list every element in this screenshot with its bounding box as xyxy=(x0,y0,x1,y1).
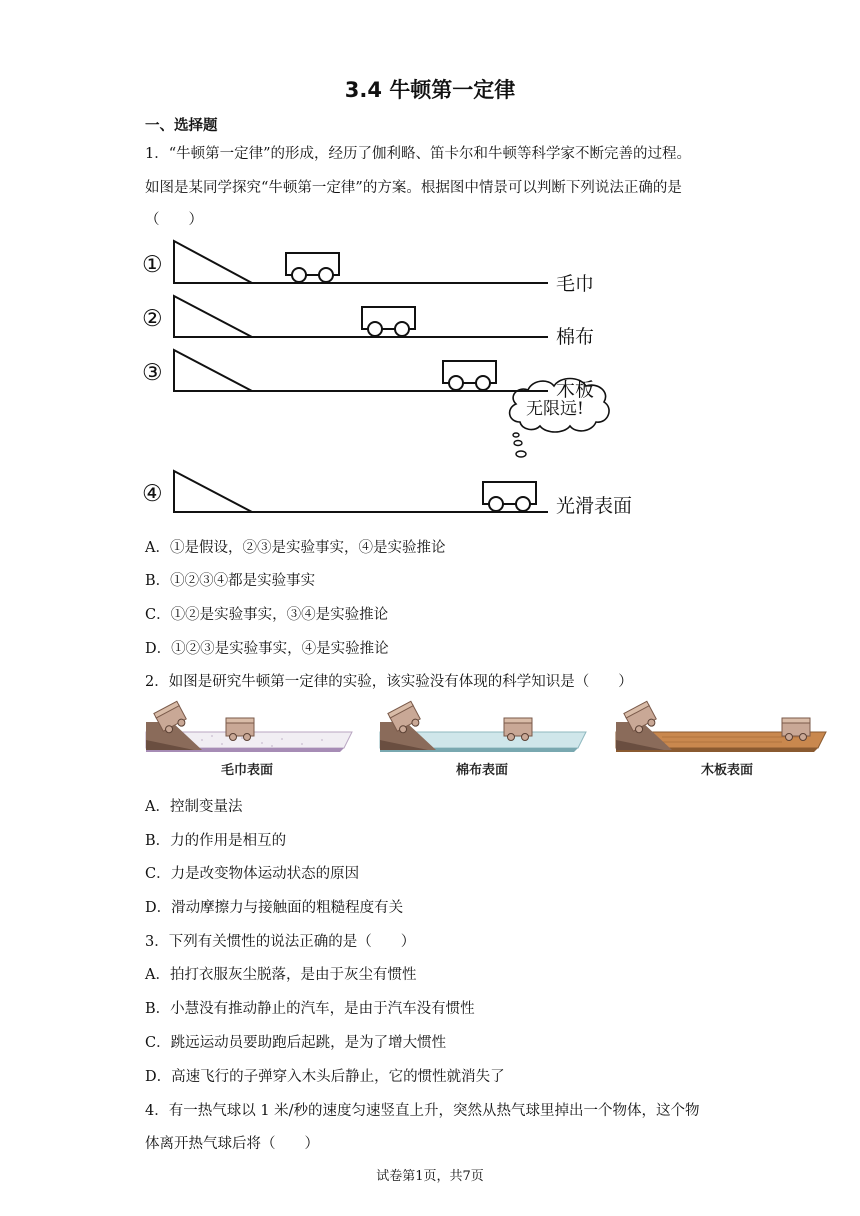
caption-wood: 木板表面 xyxy=(700,763,754,778)
panel-wood xyxy=(616,701,826,752)
cart-2-wheel xyxy=(395,322,409,336)
q2-stem: 2．如图是研究牛顿第一定律的实验，该实验没有体现的科学知识是（ ） xyxy=(145,674,633,690)
cart-3-wheel xyxy=(476,376,490,390)
thought-dot xyxy=(516,451,526,457)
q1-stem-line-1: 1．“牛顿第一定律”的形成，经历了伽利略、笛卡尔和牛顿等科学家不断完善的过程。 xyxy=(145,146,692,162)
q1-option-d: D．①②③是实验事实，④是实验推论 xyxy=(145,641,389,657)
surface-label-2: 棉布 xyxy=(556,326,595,348)
q3-option-d: D．高速飞行的子弹穿入木头后静止，它的惯性就消失了 xyxy=(145,1069,505,1085)
cart-4-wheel xyxy=(489,497,503,511)
ramp-2 xyxy=(174,296,252,337)
q3-option-a: A．拍打衣服灰尘脱落，是由于灰尘有惯性 xyxy=(145,967,417,983)
q1-figure-ramps xyxy=(140,236,660,526)
marker-2: ② xyxy=(142,306,163,332)
q4-stem-line-1: 4．有一热气球以 1 米/秒的速度匀速竖直上升，突然从热气球里掉出一个物体，这个物 xyxy=(145,1103,700,1119)
marker-1: ① xyxy=(142,252,163,278)
q2-option-d: D．滑动摩擦力与接触面的粗糙程度有关 xyxy=(145,900,404,916)
q3-stem: 3．下列有关惯性的说法正确的是（ ） xyxy=(145,934,416,950)
panel-towel xyxy=(146,701,352,752)
q1-stem-line-2: 如图是某同学探究“牛顿第一定律”的方案。根据图中情景可以判断下列说法正确的是 xyxy=(145,180,682,196)
q3-option-b: B．小慧没有推动静止的汽车，是由于汽车没有惯性 xyxy=(145,1001,475,1017)
marker-3: ③ xyxy=(142,360,163,386)
surface-label-4: 光滑表面 xyxy=(556,495,633,517)
surface-label-1: 毛巾 xyxy=(556,273,595,295)
q4-stem-line-2: 体离开热气球后将（ ） xyxy=(145,1136,319,1152)
q2-option-a: A．控制变量法 xyxy=(145,799,243,815)
section-heading: 一、选择题 xyxy=(145,118,218,134)
q1-stem-line-3: （ ） xyxy=(145,212,203,228)
q2-option-b: B．力的作用是相互的 xyxy=(145,833,287,849)
ramp-4 xyxy=(174,471,252,512)
cart-3-wheel xyxy=(449,376,463,390)
ramp-3 xyxy=(174,350,252,391)
ramp-1 xyxy=(174,241,252,283)
caption-towel: 毛巾表面 xyxy=(220,763,274,778)
q2-figure-surfaces xyxy=(142,700,832,782)
marker-4: ④ xyxy=(142,481,163,507)
thought-dot xyxy=(514,441,522,446)
thought-dot xyxy=(513,433,519,437)
surface-label-3: 木板 xyxy=(556,379,595,401)
q2-option-c: C．力是改变物体运动状态的原因 xyxy=(145,866,360,882)
cart-2-wheel xyxy=(368,322,382,336)
cart-1-wheel xyxy=(292,268,306,282)
q1-option-a: A．①是假设，②③是实验事实，④是实验推论 xyxy=(145,540,446,556)
cart-4-wheel xyxy=(516,497,530,511)
page-footer: 试卷第1页，共7页 xyxy=(376,1169,484,1184)
caption-cloth: 棉布表面 xyxy=(455,763,509,778)
bubble-text: 无限远! xyxy=(526,399,584,419)
panel-cloth xyxy=(380,701,586,752)
q3-option-c: C．跳远运动员要助跑后起跳，是为了增大惯性 xyxy=(145,1035,447,1051)
q1-option-b: B．①②③④都是实验事实 xyxy=(145,573,316,589)
page-title: 3.4 牛顿第一定律 xyxy=(344,78,516,102)
q1-option-c: C．①②是实验事实，③④是实验推论 xyxy=(145,607,389,623)
cart-1-wheel xyxy=(319,268,333,282)
